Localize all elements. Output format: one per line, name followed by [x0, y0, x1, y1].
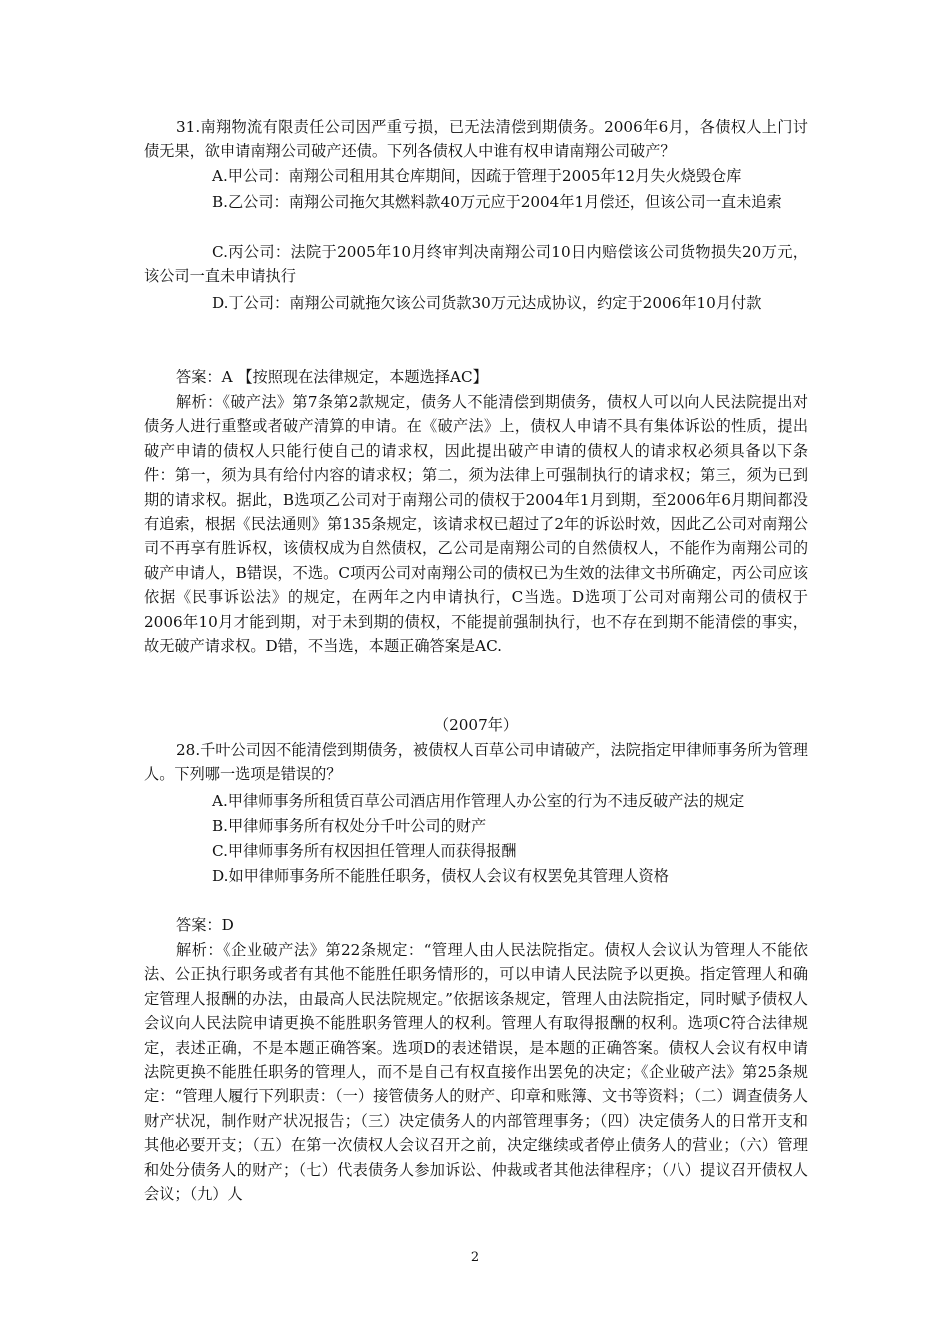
question-28-analysis: 解析：《企业破产法》第22条规定：“管理人由人民法院指定。债权人会议认为管理人不能依法、公正执行职务或者有其他不能胜任职务情形的，可以申请人民法院予以更换。指定管理人和确定管理人报酬的办法，由最高人民法院规定。”依据该条规定，管理人由法院指定，同时赋予债权人会议向人民法院申请更换不能胜职务管理人的权利。管理人有取得报酬的权利。选项C符合法律规定，表述正确，不是本题正确答案。选项D的表述错误，是本题的正确答案。债权人会议有权申请法院更换不能胜任职务的管理人，而不是自己有权直接作出罢免的决定；《企业破产法》第25条规定：“管理人履行下列职责：（一）接管债务人的财产、印章和账簿、文书等资料；（二）调查债务人财产状况，制作财产状况报告；（三）决定债务人的内部管理事务；（四）决定债务人的日常开支和其他必要开支；（五）在第一次债权人会议召开之前，决定继续或者停止债务人的营业；（六）管理和处分债务人的财产；（七）代表债务人参加诉讼、仲裁或者其他法律程序；（八）提议召开债权人会议；（九）人 [144, 941, 808, 1204]
question-28-stem: 28.千叶公司因不能清偿到期债务，被债权人百草公司申请破产，法院指定甲律师事务所为管理人。下列哪一选项是错误的？ [144, 741, 808, 784]
year-heading: （2007年） [433, 716, 519, 734]
question-28-option-d: D.如甲律师事务所不能胜任职务，债权人会议有权罢免其管理人资格 [212, 867, 669, 885]
question-28-answer: 答案：D [176, 916, 234, 934]
question-31-stem: 31.南翔物流有限责任公司因严重亏损，已无法清偿到期债务。2006年6月，各债权人上门讨债无果，欲申请南翔公司破产还债。下列各债权人中谁有权申请南翔公司破产？ [144, 118, 808, 161]
question-28-option-c: C.甲律师事务所有权因担任管理人而获得报酬 [212, 842, 517, 860]
question-28-option-b: B.甲律师事务所有权处分千叶公司的财产 [212, 817, 487, 835]
page-number: 2 [470, 1250, 480, 1265]
question-31-answer: 答案：A 【按照现在法律规定，本题选择AC】 [176, 368, 488, 386]
question-31-option-b: B.乙公司：南翔公司拖欠其燃料款40万元应于2004年1月偿还，但该公司一直未追索 [212, 193, 782, 211]
question-28-option-a: A.甲律师事务所租赁百草公司酒店用作管理人办公室的行为不违反破产法的规定 [212, 792, 745, 810]
question-31-option-c: C.丙公司：法院于2005年10月终审判决南翔公司10日内赔偿该公司货物损失20万元，该公司一直未申请执行 [144, 243, 808, 286]
question-31-option-d: D.丁公司：南翔公司就拖欠该公司货款30万元达成协议，约定于2006年10月付款 [212, 294, 762, 312]
question-31-option-a: A.甲公司：南翔公司租用其仓库期间，因疏于管理于2005年12月失火烧毁仓库 [212, 167, 742, 185]
question-31-analysis: 解析：《破产法》第7条第2款规定，债务人不能清偿到期债务，债权人可以向人民法院提出对债务人进行重整或者破产清算的申请。在《破产法》上，债权人申请不具有集体诉讼的性质，提出破产申请的债权人只能行使自己的请求权，因此提出破产申请的债权人的请求权必须具备以下条件：第一，须为具有给付内容的请求权；第二，须为法律上可强制执行的请求权；第三，须为已到期的请求权。据此，B选项乙公司对于南翔公司的债权于2004年1月到期，至2006年6月期间都没有追索，根据《民法通则》第135条规定，该请求权已超过了2年的诉讼时效，因此乙公司对南翔公司不再享有胜诉权，该债权成为自然债权，乙公司是南翔公司的自然债权人，不能作为南翔公司的破产申请人，B错误，不选。C项丙公司对南翔公司的债权已为生效的法律文书所确定，丙公司应该依据《民事诉讼法》的规定，在两年之内申请执行，C当选。D选项丁公司对南翔公司的债权于2006年10月才能到期，对于未到期的债权，不能提前强制执行，也不存在到期不能清偿的事实，故无破产请求权。D错，不当选，本题正确答案是AC. [144, 393, 808, 656]
